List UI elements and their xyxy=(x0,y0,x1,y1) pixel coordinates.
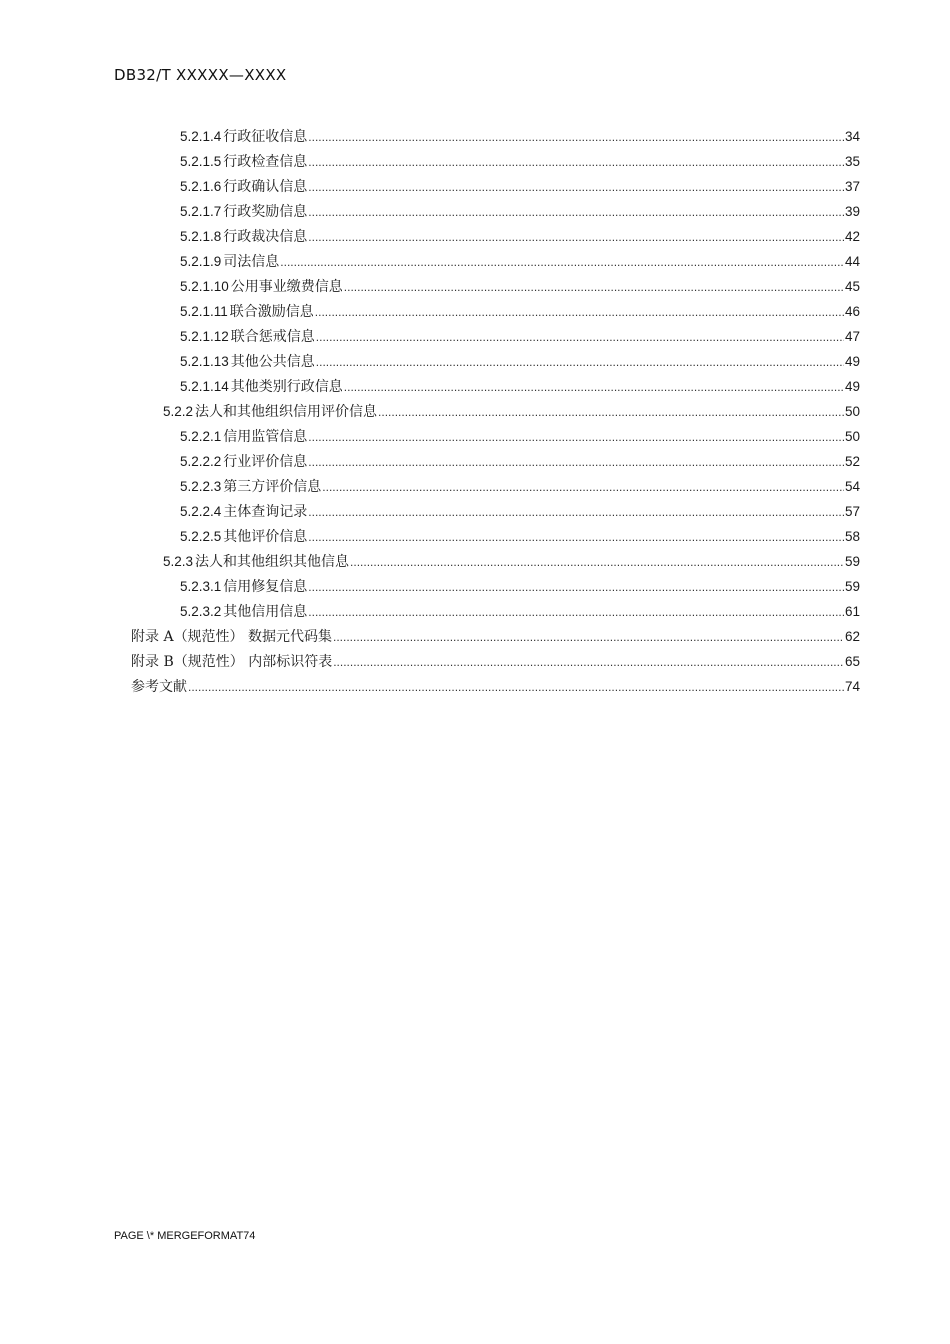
toc-entry-number: 5.2.1.4 xyxy=(180,129,222,144)
toc-dot-leader xyxy=(308,176,844,198)
toc-entry-page: 44 xyxy=(844,254,860,269)
toc-entry-page: 61 xyxy=(844,604,860,619)
toc-dot-leader xyxy=(316,351,844,373)
toc-entry-page: 46 xyxy=(844,304,860,319)
toc-entry-title: 行政裁决信息 xyxy=(223,229,308,245)
toc-entry-title: 联合惩戒信息 xyxy=(230,329,315,345)
toc-entry-number: 5.2.1.6 xyxy=(180,179,222,194)
toc-entry-number: 5.2.1.14 xyxy=(180,379,229,394)
toc-entry-title: 其他公共信息 xyxy=(230,354,315,370)
toc-entry[interactable] xyxy=(180,376,860,400)
toc-entry-page: 49 xyxy=(844,354,860,369)
toc-entry-page: 47 xyxy=(844,329,860,344)
toc-entry-number: 5.2.2.2 xyxy=(180,454,222,469)
toc-entry-page: 57 xyxy=(844,504,860,519)
toc-entry[interactable] xyxy=(180,576,860,600)
toc-entry-page: 58 xyxy=(844,529,860,544)
toc-dot-leader xyxy=(350,551,844,573)
toc-entry-title: 行政征收信息 xyxy=(223,129,308,145)
toc-entry-page: 50 xyxy=(844,404,860,419)
toc-entry[interactable] xyxy=(180,326,860,350)
toc-entry-page: 59 xyxy=(844,554,860,569)
toc-entry-title: 第三方评价信息 xyxy=(223,479,322,495)
toc-entry[interactable] xyxy=(163,401,860,425)
toc-dot-leader xyxy=(308,226,844,248)
toc-dot-leader xyxy=(308,426,844,448)
toc-entry-title: 参考文献 xyxy=(131,679,187,695)
toc-entry-title: 信用修复信息 xyxy=(223,579,308,595)
toc-entry-title: 联合激励信息 xyxy=(229,304,314,320)
toc-entry-page: 35 xyxy=(844,154,860,169)
toc-dot-leader xyxy=(308,576,844,598)
toc-entry-title: 公用事业缴费信息 xyxy=(230,279,343,295)
toc-entry[interactable] xyxy=(180,601,860,625)
toc-entry-title: 其他信用信息 xyxy=(223,604,308,620)
toc-entry-title: 行业评价信息 xyxy=(223,454,308,470)
toc-dot-leader xyxy=(308,451,844,473)
toc-entry-title: 司法信息 xyxy=(223,254,280,270)
toc-entry-page: 49 xyxy=(844,379,860,394)
toc-entry[interactable] xyxy=(180,276,860,300)
toc-entry-page: 62 xyxy=(844,629,860,644)
toc-entry-number: 5.2.1.9 xyxy=(180,254,222,269)
toc-entry-page: 34 xyxy=(844,129,860,144)
toc-entry-references[interactable] xyxy=(131,676,860,700)
toc-entry-number: 附录 B xyxy=(131,654,174,670)
toc-entry-number: 5.2.1.11 xyxy=(180,304,228,319)
toc-entry-number: 5.2.1.13 xyxy=(180,354,229,369)
toc-dot-leader xyxy=(315,301,844,323)
toc-entry-number: 5.2.3.2 xyxy=(180,604,222,619)
toc-entry-number: 5.2.1.8 xyxy=(180,229,222,244)
toc-entry-page: 39 xyxy=(844,204,860,219)
toc-dot-leader xyxy=(316,326,844,348)
toc-entry-number: 5.2.2.5 xyxy=(180,529,222,544)
toc-entry-title: （规范性） 内部标识符表 xyxy=(173,654,333,670)
toc-entry[interactable] xyxy=(180,126,860,150)
toc-dot-leader xyxy=(308,151,844,173)
toc-entry-title: 行政确认信息 xyxy=(223,179,308,195)
toc-dot-leader xyxy=(308,526,844,548)
toc-entry-number: 5.2.2.3 xyxy=(180,479,222,494)
toc-entry-number: 5.2.3 xyxy=(163,554,194,569)
toc-entry[interactable] xyxy=(180,476,860,500)
toc-entry-number: 5.2.1.5 xyxy=(180,154,222,169)
toc-entry-page: 74 xyxy=(844,679,860,694)
toc-dot-leader xyxy=(322,476,844,498)
toc-entry-number: 5.2.2 xyxy=(163,404,194,419)
toc-dot-leader xyxy=(344,276,844,298)
toc-entry-title: 行政检查信息 xyxy=(223,154,308,170)
toc-entry-page: 50 xyxy=(844,429,860,444)
toc-entry-number: 5.2.1.10 xyxy=(180,279,229,294)
toc-entry-page: 65 xyxy=(844,654,860,669)
toc-dot-leader xyxy=(308,201,844,223)
toc-entry-title: 法人和其他组织其他信息 xyxy=(195,554,350,570)
toc-dot-leader xyxy=(333,626,844,648)
toc-dot-leader xyxy=(188,676,844,698)
toc-entry[interactable] xyxy=(180,526,860,550)
toc-entry-title: 其他评价信息 xyxy=(223,529,308,545)
toc-entry-title: 行政奖励信息 xyxy=(223,204,308,220)
toc-entry[interactable] xyxy=(163,551,860,575)
toc-entry[interactable] xyxy=(180,426,860,450)
toc-entry-page: 52 xyxy=(844,454,860,469)
toc-entry-title: 主体查询记录 xyxy=(223,504,308,520)
toc-entry[interactable] xyxy=(180,451,860,475)
toc-entry[interactable] xyxy=(180,176,860,200)
toc-entry-page: 54 xyxy=(844,479,860,494)
toc-entry-number: 附录 A xyxy=(131,629,174,645)
toc-entry-number: 5.2.1.12 xyxy=(180,329,229,344)
toc-dot-leader xyxy=(280,251,844,273)
toc-entry-title: 信用监管信息 xyxy=(223,429,308,445)
toc-entry-title: 其他类别行政信息 xyxy=(230,379,343,395)
toc-entry[interactable] xyxy=(180,501,860,525)
toc-entry-appendix-b[interactable] xyxy=(131,651,860,675)
toc-dot-leader xyxy=(378,401,844,423)
toc-entry-number: 5.2.2.4 xyxy=(180,504,222,519)
toc-entry[interactable] xyxy=(180,151,860,175)
toc-entry-number: 5.2.1.7 xyxy=(180,204,222,219)
toc-entry[interactable] xyxy=(180,226,860,250)
toc-entry-page: 42 xyxy=(844,229,860,244)
toc-entry[interactable] xyxy=(180,251,860,275)
toc-dot-leader xyxy=(308,501,844,523)
toc-entry[interactable] xyxy=(180,301,860,325)
toc-dot-leader xyxy=(308,601,844,623)
toc-entry-page: 37 xyxy=(844,179,860,194)
toc-entry-number: 5.2.3.1 xyxy=(180,579,222,594)
toc-dot-leader xyxy=(344,376,844,398)
toc-entry-title: （规范性） 数据元代码集 xyxy=(173,629,333,645)
toc-entry[interactable] xyxy=(180,201,860,225)
page-footer-field: PAGE \* MERGEFORMAT74 xyxy=(114,1230,256,1242)
toc-dot-leader xyxy=(308,126,844,148)
toc-entry-page: 45 xyxy=(844,279,860,294)
toc-entry-title: 法人和其他组织信用评价信息 xyxy=(195,404,378,420)
toc-dot-leader xyxy=(333,651,844,673)
toc-entry-page: 59 xyxy=(844,579,860,594)
toc-entry[interactable] xyxy=(180,351,860,375)
toc-entry-appendix-a[interactable] xyxy=(131,626,860,650)
document-code-header: DB32/T XXXXX—XXXX xyxy=(114,66,287,84)
toc-entry-number: 5.2.2.1 xyxy=(180,429,222,444)
